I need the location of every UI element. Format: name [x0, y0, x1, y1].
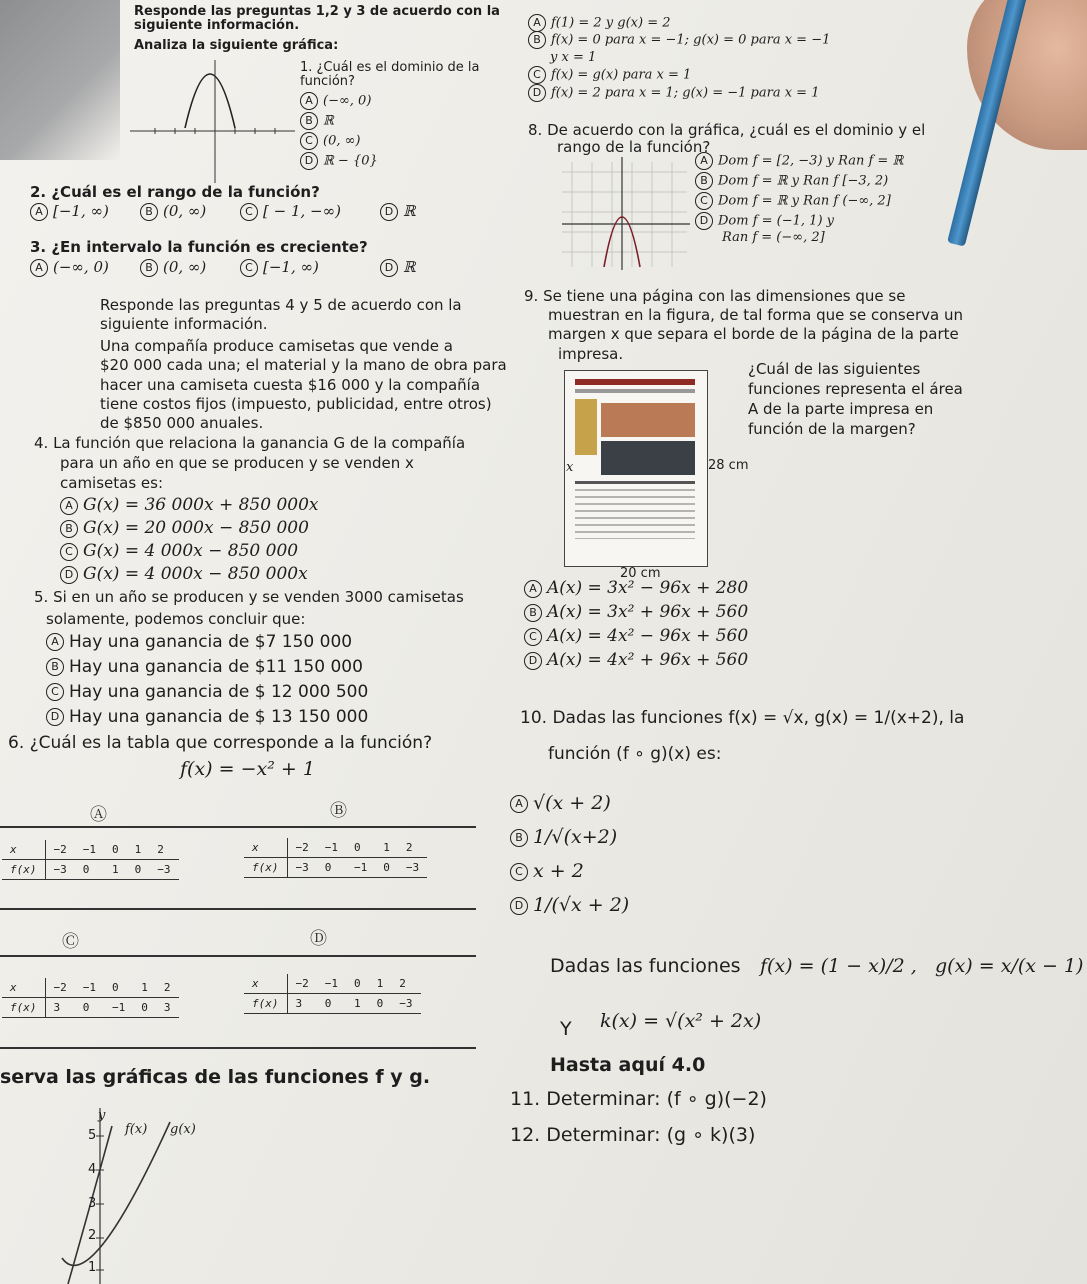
info45-line2: siguiente información.: [100, 315, 268, 333]
q9-text1: 9. Se tiene una página con las dimensiones que se: [524, 287, 906, 305]
q10-option-a[interactable]: A √(x + 2): [510, 792, 611, 814]
option-a-icon: A: [30, 203, 48, 221]
option-a-icon: A: [46, 633, 64, 651]
table-row: x −2 −1 0 1 2: [244, 974, 421, 994]
info45-p1: Una compañía produce camisetas que vende a: [100, 337, 453, 355]
q2-option-d[interactable]: D ℝ: [380, 202, 415, 221]
option-c-icon: C: [46, 683, 64, 701]
info45-line1: Responde las preguntas 4 y 5 de acuerdo con la: [100, 296, 462, 314]
q6-table-a: [2, 840, 179, 880]
q4-text1: 4. La función que relaciona la ganancia G de la compañía: [34, 434, 466, 452]
header-line1: Responde las preguntas 1,2 y 3 de acuerdo con la: [134, 4, 500, 19]
figure-laptop-image: [601, 441, 695, 475]
option-b-icon: B: [510, 829, 528, 847]
q11-text: 11. Determinar: (f ∘ g)(−2): [510, 1088, 767, 1110]
q1-option-d[interactable]: D ℝ − {0}: [300, 152, 378, 170]
graph-tick-4: 4: [88, 1162, 97, 1177]
background-shadow: [0, 0, 120, 160]
graph-fx-label: f(x): [125, 1122, 148, 1137]
option-b-icon: B: [46, 658, 64, 676]
option-a-icon: A: [300, 92, 318, 110]
q2-option-b[interactable]: B (0, ∞): [140, 202, 206, 221]
q9-width-label: 20 cm: [620, 566, 661, 581]
q3-option-a[interactable]: A (−∞, 0): [30, 258, 109, 277]
q4-text3: camisetas es:: [60, 474, 164, 492]
info45-p4: tiene costos fijos (impuesto, publicidad, entre otros): [100, 395, 492, 413]
q3-text: 3. ¿En intervalo la función es creciente?: [30, 238, 368, 256]
q8-text2: rango de la función?: [557, 138, 711, 156]
option-d-icon: D: [380, 259, 398, 277]
q9-side4: función de la margen?: [748, 420, 916, 438]
option-a-icon: A: [510, 795, 528, 813]
extra-y: Y: [560, 1018, 572, 1040]
option-b-icon: B: [140, 203, 158, 221]
info45-p3: hacer una camiseta cuesta $16 000 y la compañía: [100, 376, 481, 394]
extra-hasta: Hasta aquí 4.0: [550, 1054, 706, 1076]
q6-label-b[interactable]: Ⓑ: [330, 801, 347, 821]
option-d-icon: D: [46, 708, 64, 726]
figure-text-block: [575, 489, 695, 539]
observe-text: serva las gráficas de las funciones f y g.: [0, 1066, 431, 1088]
q6-label-a[interactable]: Ⓐ: [90, 805, 107, 825]
q9-text2: muestran en la figura, de tal forma que se conserva un: [548, 306, 963, 324]
q9-option-d[interactable]: D A(x) = 4x² + 96x + 560: [524, 650, 748, 670]
option-d-icon: D: [300, 152, 318, 170]
q9-option-c[interactable]: C A(x) = 4x² − 96x + 560: [524, 626, 748, 646]
q5-option-a[interactable]: A Hay una ganancia de $7 150 000: [46, 632, 352, 652]
option-d-icon: D: [60, 566, 78, 584]
q1-option-c[interactable]: C (0, ∞): [300, 132, 361, 150]
figure-header-bar: [575, 379, 695, 385]
q10-text: 10. Dadas las funciones f(x) = √x, g(x) = 1/(x+2), la: [520, 708, 965, 728]
parabola-graph: [130, 55, 300, 185]
figure-divider: [575, 481, 695, 484]
q6-table-d: [244, 974, 421, 1014]
option-c-icon: C: [240, 203, 258, 221]
q7-option-d[interactable]: D f(x) = 2 para x = 1; g(x) = −1 para x = 1: [528, 84, 819, 102]
option-c-icon: C: [240, 259, 258, 277]
q6-table-c: [2, 978, 179, 1018]
header-line3: Analiza la siguiente gráfica:: [134, 38, 339, 53]
option-a-icon: A: [528, 14, 546, 32]
q9-option-b[interactable]: B A(x) = 3x² + 96x + 560: [524, 602, 748, 622]
q1-text2: función?: [300, 74, 355, 89]
option-c-icon: C: [60, 543, 78, 561]
q7-option-b[interactable]: B f(x) = 0 para x = −1; g(x) = 0 para x = −1: [528, 31, 830, 49]
option-c-icon: C: [524, 628, 542, 646]
option-b-icon: B: [528, 31, 546, 49]
q8-option-d-cont: Ran f = (−∞, 2]: [722, 230, 825, 245]
q10-option-d[interactable]: D 1/(√x + 2): [510, 894, 629, 916]
info45-p5: de $850 000 anuales.: [100, 414, 264, 432]
option-d-icon: D: [380, 203, 398, 221]
q2-option-a[interactable]: A [−1, ∞): [30, 202, 109, 221]
info45-p2: $20 000 cada una; el material y la mano de obra para: [100, 356, 507, 374]
q8-graph: [562, 152, 692, 270]
q1-option-b[interactable]: B ℝ: [300, 112, 334, 130]
q1-text1: 1. ¿Cuál es el dominio de la: [300, 60, 480, 75]
q9-page-figure: [564, 370, 708, 567]
q9-text4: impresa.: [558, 345, 624, 363]
table-row: x −2 −1 0 1 2: [244, 838, 427, 858]
table-row: f(x) 3 0 1 0 −3: [244, 994, 421, 1014]
q8-option-a[interactable]: A Dom f = [2, −3) y Ran f = ℝ: [695, 152, 903, 170]
q5-option-d[interactable]: D Hay una ganancia de $ 13 150 000: [46, 707, 368, 727]
extra-g-function: g(x) = x/(x − 1): [935, 955, 1084, 977]
q6-label-c[interactable]: Ⓒ: [62, 932, 79, 952]
table-row: x −2 −1 0 1 2: [2, 978, 179, 998]
option-d-icon: D: [524, 652, 542, 670]
q3-option-c[interactable]: C [−1, ∞): [240, 258, 319, 277]
extra-intro: Dadas las funciones: [550, 955, 741, 977]
option-a-icon: A: [30, 259, 48, 277]
q10-option-b[interactable]: B 1/√(x+2): [510, 826, 617, 848]
extra-k-function: k(x) = √(x² + 2x): [600, 1010, 762, 1032]
option-b-icon: B: [524, 604, 542, 622]
q9-side3: A de la parte impresa en: [748, 400, 934, 418]
q5-option-c[interactable]: C Hay una ganancia de $ 12 000 500: [46, 682, 368, 702]
q10-option-c[interactable]: C x + 2: [510, 860, 584, 882]
option-d-icon: D: [695, 212, 713, 230]
option-c-icon: C: [510, 863, 528, 881]
table-row: f(x) 3 0 −1 0 3: [2, 998, 179, 1018]
q5-option-b[interactable]: B Hay una ganancia de $11 150 000: [46, 657, 363, 677]
q8-option-b[interactable]: B Dom f = ℝ y Ran f [−3, 2): [695, 172, 888, 190]
q3-option-b[interactable]: B (0, ∞): [140, 258, 206, 277]
graph-tick-5: 5: [88, 1128, 97, 1143]
q2-text: 2. ¿Cuál es el rango de la función?: [30, 183, 320, 201]
q9-side1: ¿Cuál de las siguientes: [748, 360, 921, 378]
q6-table-b: [244, 838, 427, 878]
q2-option-c[interactable]: C [ − 1, −∞): [240, 202, 341, 221]
q4-option-c[interactable]: C G(x) = 4 000x − 850 000: [60, 541, 298, 561]
table-row: f(x) −3 0 −1 0 −3: [244, 858, 427, 878]
option-d-icon: D: [510, 897, 528, 915]
q8-option-d[interactable]: D Dom f = (−1, 1) y: [695, 212, 834, 230]
option-c-icon: C: [528, 66, 546, 84]
option-a-icon: A: [60, 497, 78, 515]
option-b-icon: B: [60, 520, 78, 538]
table-row: f(x) −3 0 1 0 −3: [2, 860, 179, 880]
q9-margin-label: x: [566, 460, 574, 475]
graph-tick-2: 2: [88, 1228, 97, 1243]
q7-option-b-cont: y x = 1: [550, 50, 597, 65]
q12-text: 12. Determinar: (g ∘ k)(3): [510, 1124, 756, 1146]
extra-f-function: f(x) = (1 − x)/2 ,: [760, 955, 917, 977]
option-a-icon: A: [695, 152, 713, 170]
q10-text2: función (f ∘ g)(x) es:: [548, 744, 722, 764]
option-d-icon: D: [528, 84, 546, 102]
q7-option-c[interactable]: C f(x) = g(x) para x = 1: [528, 66, 691, 84]
q9-option-a[interactable]: A A(x) = 3x² − 96x + 280: [524, 578, 748, 598]
option-b-icon: B: [695, 172, 713, 190]
option-a-icon: A: [524, 580, 542, 598]
q5-text2: solamente, podemos concluir que:: [46, 610, 306, 628]
q4-option-d[interactable]: D G(x) = 4 000x − 850 000x: [60, 564, 308, 584]
option-c-icon: C: [695, 192, 713, 210]
q3-option-d[interactable]: D ℝ: [380, 258, 415, 277]
option-b-icon: B: [140, 259, 158, 277]
q1-option-a[interactable]: A (−∞, 0): [300, 92, 371, 110]
q6-text: 6. ¿Cuál es la tabla que corresponde a la función?: [8, 733, 433, 753]
figure-text-line: [575, 389, 695, 393]
q7-option-a[interactable]: A f(1) = 2 y g(x) = 2: [528, 14, 671, 32]
figure-image-block: [601, 403, 695, 437]
q4-option-a[interactable]: A G(x) = 36 000x + 850 000x: [60, 495, 319, 515]
q5-text1: 5. Si en un año se producen y se venden 3000 camisetas: [34, 588, 464, 606]
figure-sidebar-block: [575, 399, 597, 455]
q6-function: f(x) = −x² + 1: [180, 758, 315, 780]
q9-text3: margen x que separa el borde de la página de la parte: [548, 325, 959, 343]
q4-option-b[interactable]: B G(x) = 20 000x − 850 000: [60, 518, 309, 538]
q8-option-c[interactable]: C Dom f = ℝ y Ran f (−∞, 2]: [695, 192, 891, 210]
option-b-icon: B: [300, 112, 318, 130]
graph-tick-1: 1: [88, 1260, 97, 1275]
graph-tick-3: 3: [88, 1196, 97, 1211]
q9-side2: funciones representa el área: [748, 380, 963, 398]
table-row: x −2 −1 0 1 2: [2, 840, 179, 860]
q4-text2: para un año en que se producen y se venden x: [60, 454, 414, 472]
header-line2: siguiente información.: [134, 18, 300, 33]
graph-y-label: y: [98, 1108, 106, 1123]
q9-height-label: 28 cm: [708, 458, 749, 473]
q8-text1: 8. De acuerdo con la gráfica, ¿cuál es el dominio y el: [528, 121, 926, 139]
q6-label-d[interactable]: Ⓓ: [310, 929, 327, 949]
option-c-icon: C: [300, 132, 318, 150]
graph-gx-label: g(x): [170, 1122, 196, 1137]
